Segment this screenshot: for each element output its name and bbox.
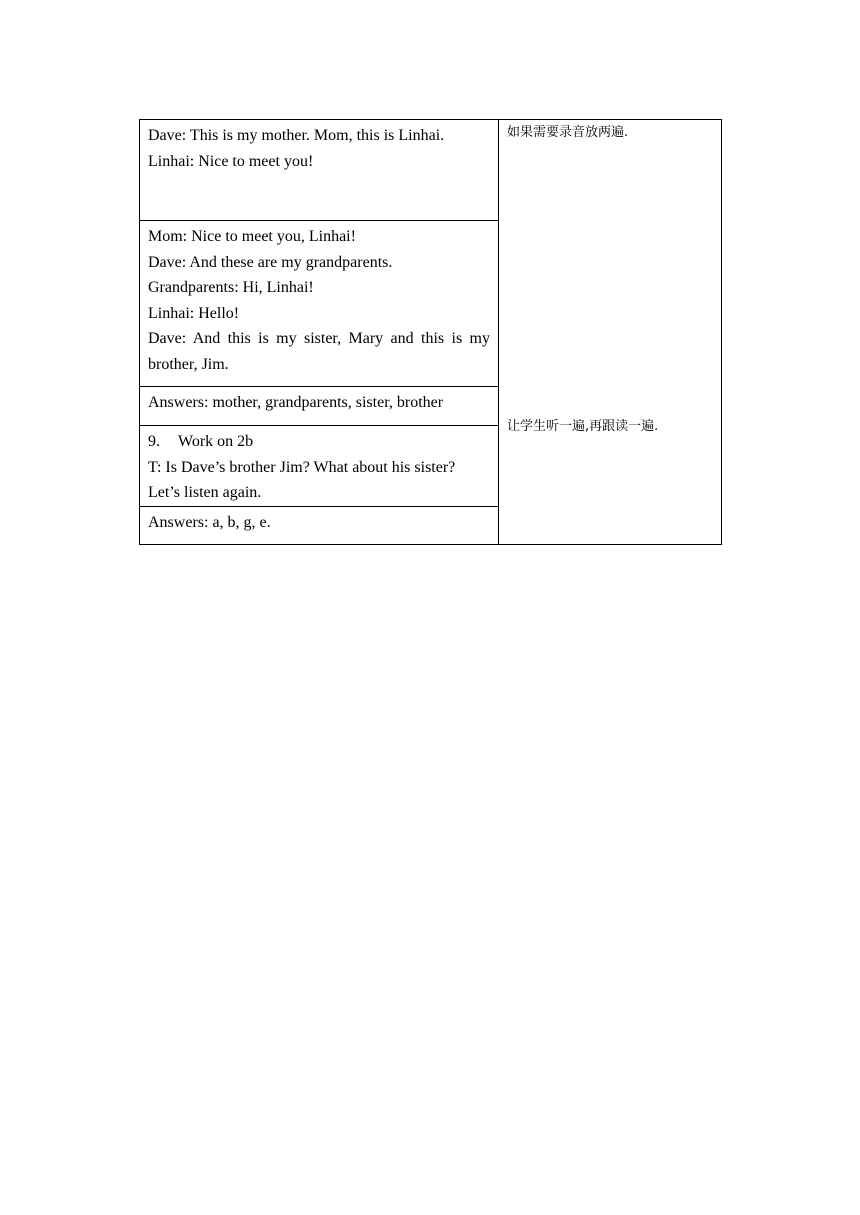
- answers-text: Answers: mother, grandparents, sister, brother: [148, 394, 444, 411]
- dialogue-cell-2: [140, 221, 499, 387]
- dialogue-line: Grandparents: Hi, Linhai!: [148, 279, 314, 296]
- dialogue-line: Linhai: Nice to meet you!: [148, 152, 314, 170]
- step-cell-work-on-2b: [140, 426, 499, 507]
- instruction-line: T: Is Dave’s brother Jim? What about his sister?: [148, 458, 456, 476]
- instruction-line: Let’s listen again.: [148, 484, 262, 501]
- dialogue-line: Linhai: Hello!: [148, 304, 240, 322]
- step-number: 9.: [148, 433, 160, 450]
- dialogue-line: Dave: And this is my sister, Mary and this is my brother, Jim.: [148, 330, 490, 373]
- dialogue-line: Mom: Nice to meet you, Linhai!: [148, 228, 356, 245]
- dialogue-line: Dave: This is my mother. Mom, this is Linhai.: [148, 127, 445, 144]
- answers-cell-2: [140, 506, 499, 544]
- step-title: Work on 2b: [178, 433, 254, 450]
- note-play-recording-twice: 如果需要录音放两遍.: [507, 125, 629, 140]
- note-listen-and-repeat: 让学生听一遍,再跟读一遍.: [507, 419, 659, 434]
- dialogue-line: Dave: And these are my grandparents.: [148, 253, 393, 271]
- answers-text: Answers: a, b, g, e.: [148, 513, 271, 531]
- dialogue-cell-1: [140, 120, 499, 221]
- answers-cell-1: [140, 387, 499, 426]
- step-heading: [148, 429, 490, 455]
- teacher-notes-cell: [499, 120, 722, 545]
- lesson-plan-table: [139, 119, 722, 545]
